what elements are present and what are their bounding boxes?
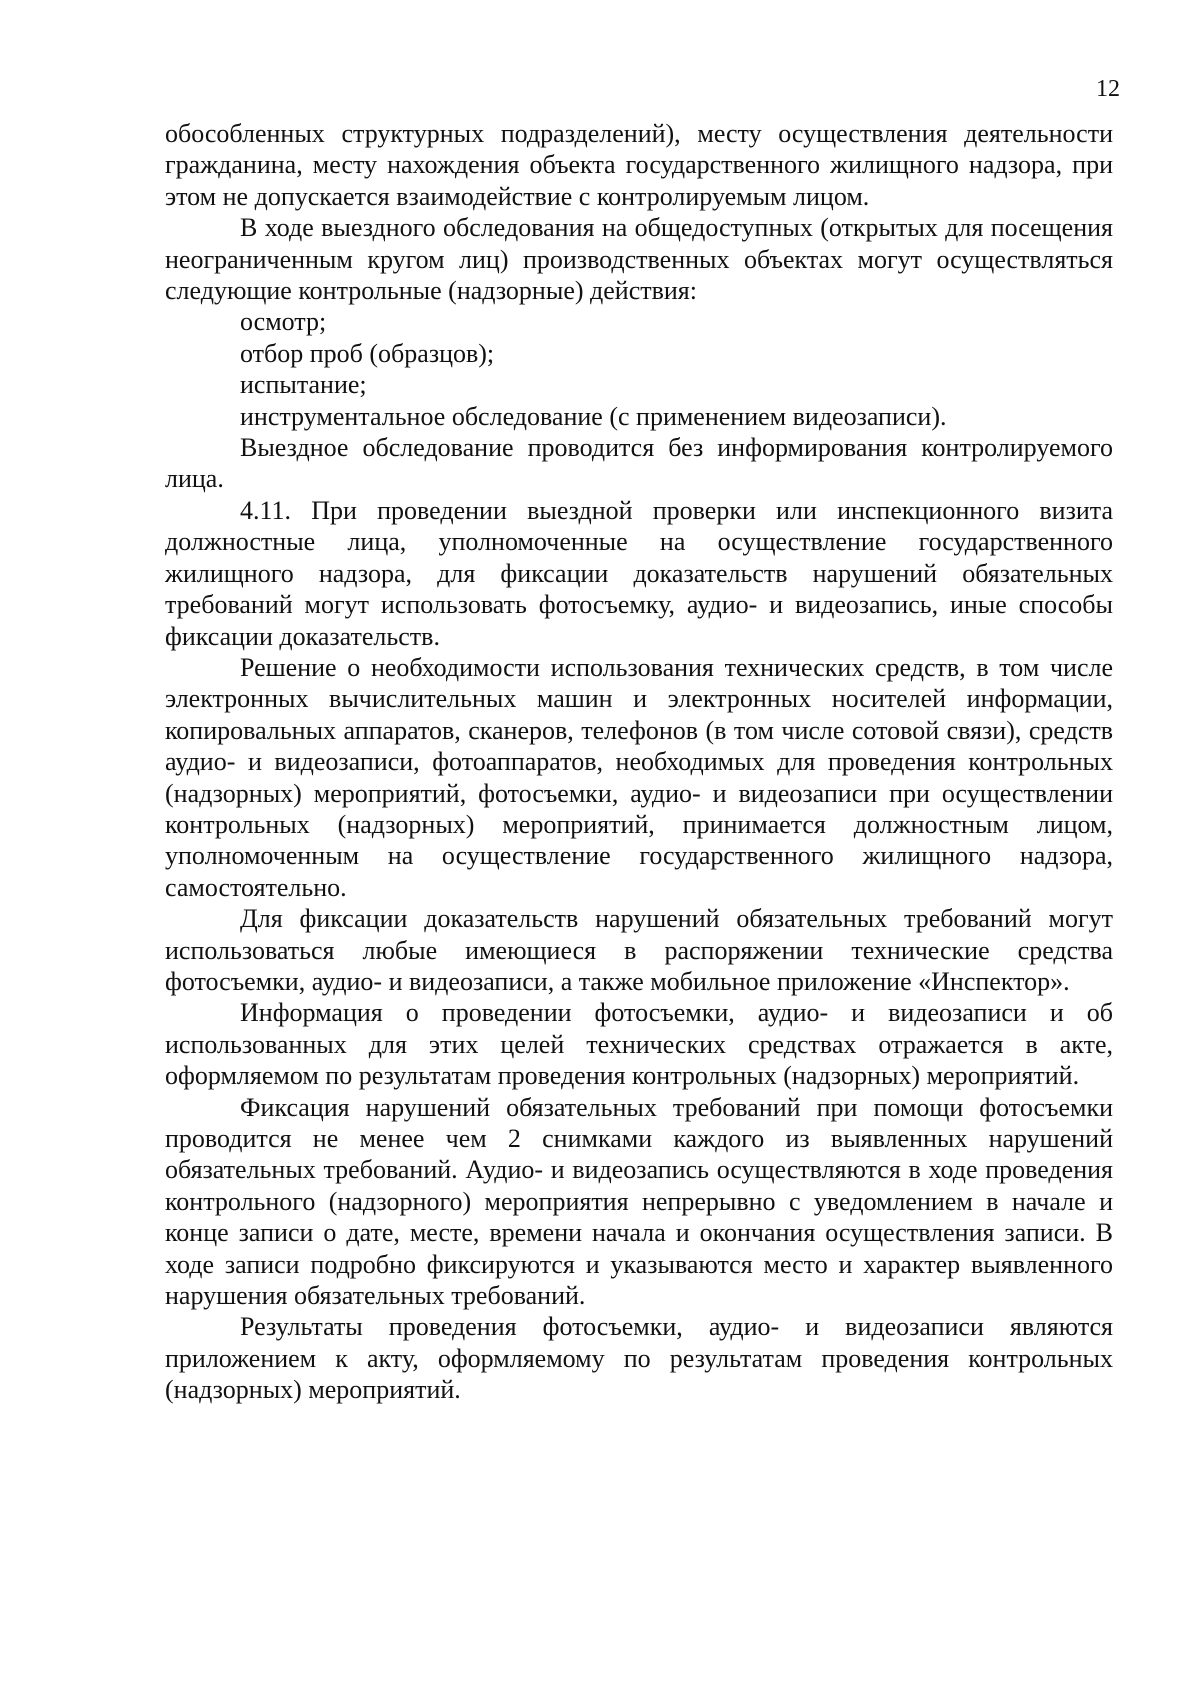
paragraph-results-attachment: Результаты проведения фотосъемки, аудио- и видеозаписи являются приложением к акту, оформляемому по результатам проведения контрольных (надзорных) мероприятий. (165, 1312, 1113, 1405)
paragraph-continuation: обособленных структурных подразделений), месту осуществления деятельности гражданина, месту нахождения объекта государственного жилищного надзора, при этом не допускается взаимодействие с контролируемым лицом. (165, 119, 1113, 211)
list-item-inspection: осмотр; (240, 307, 327, 337)
paragraph-photo-recording-rules: Фиксация нарушений обязательных требований при помощи фотосъемки проводится не менее чем 2 снимками каждого из выявленных нарушений обязательных требований. Аудио- и видеозапись осуществляются в ходе проведения контрольного (надзорного) мероприятия непрерывно с уведомлением в начале и конце записи о дате, месте, времени начала и окончания осуществления записи. В ходе записи подробно фиксируются и указываются место и характер выявленного нарушения обязательных требований. (165, 1092, 1113, 1311)
paragraph-evidence-recording-tools: Для фиксации доказательств нарушений обязательных требований могут использоваться любые имеющиеся в распоряжении технические средства фотосъемки, аудио- и видеозаписи, а также мобильное приложение «Инспектор». (165, 904, 1113, 996)
document-body (165, 118, 1113, 1406)
paragraph-field-inspection-actions: В ходе выездного обследования на общедоступных (открытых для посещения неограниченным кругом лиц) производственных объектах могут осуществляться следующие контрольные (надзорные) действия: (165, 213, 1113, 306)
list-item-instrumental-survey: инструментальное обследование (с применением видеозаписи). (240, 401, 947, 431)
list-item-testing: испытание; (240, 370, 367, 400)
paragraph-technical-means-decision: Решение о необходимости использования технических средств, в том числе электронных вычислительных машин и электронных носителей информации, копировальных аппаратов, сканеров, телефонов (в том числе сотовой связи), средств аудио- и видеозаписи, фотоаппаратов, необходимых для проведения контрольных (надзорных) мероприятий, фотосъемки, аудио- и видеозаписи при осуществлении контрольных (надзорных) мероприятий, принимается должностным лицом, уполномоченным на осуществление государственного жилищного надзора, самостоятельно. (165, 652, 1113, 902)
paragraph-4-11: 4.11. При проведении выездной проверки или инспекционного визита должностные лица, уполномоченные на осуществление государственного жилищного надзора, для фиксации доказательств нарушений обязательных требований могут использовать фотосъемку, аудио- и видеозапись, иные способы фиксации доказательств. (165, 495, 1113, 651)
paragraph-act-information: Информация о проведении фотосъемки, аудио- и видеозаписи и об использованных для этих целей технических средствах отражается в акте, оформляемом по результатам проведения контрольных (надзорных) мероприятий. (165, 998, 1113, 1091)
page-number: 12 (1096, 76, 1120, 102)
list-item-sampling: отбор проб (образцов); (240, 338, 495, 368)
paragraph-no-notification: Выездное обследование проводится без информирования контролируемого лица. (165, 433, 1113, 494)
